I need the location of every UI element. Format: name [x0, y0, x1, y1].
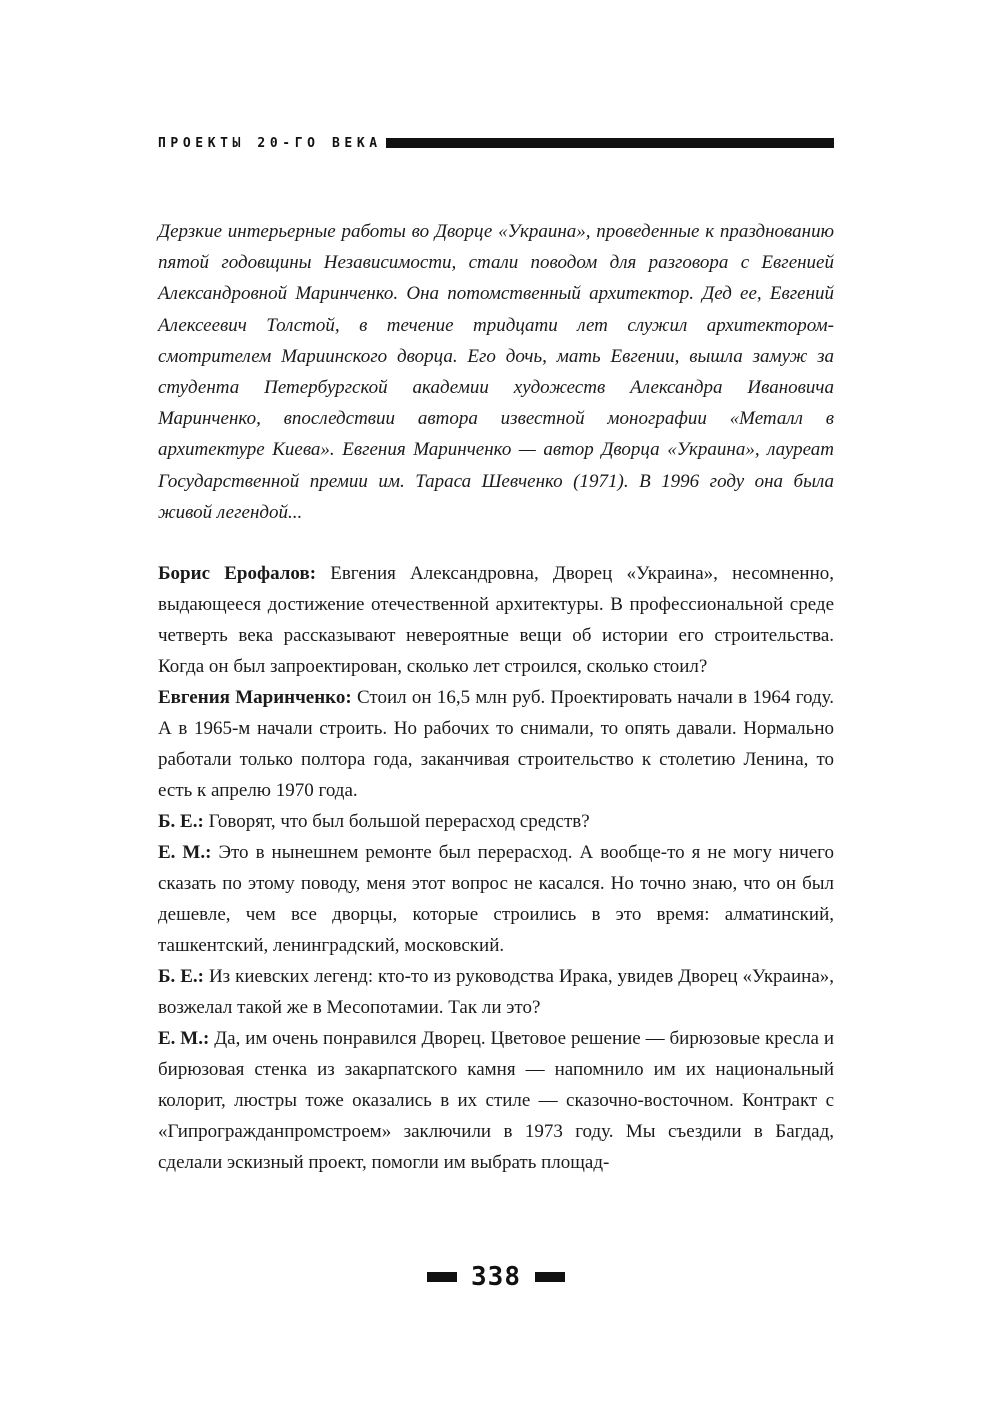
folio-left-bar	[427, 1272, 457, 1282]
interview-paragraph	[158, 558, 834, 682]
speech-text: Говорят, что был большой перерасход средств?	[203, 811, 590, 832]
page-number: 338	[471, 1262, 521, 1292]
interview-paragraph	[158, 682, 834, 806]
speech-text: Евгения Александровна, Дворец «Украина», несомненно, выдающееся достижение отечественной архитектуры. В профессиональной среде четверть века рассказывают невероятные вещи об истории его строительства. Когда он был запроектирован, сколько лет строился, сколько стоил?	[158, 563, 834, 677]
running-head-rule	[386, 138, 834, 148]
speech-text: Из киевских легенд: кто-то из руководства Ирака, увидев Дворец «Украина», возжелал такой же в Месопотамии. Так ли это?	[158, 966, 835, 1018]
interview-paragraph	[158, 806, 834, 837]
running-head	[158, 132, 834, 154]
speaker-name: Евгения Маринченко:	[158, 687, 352, 708]
speaker-name: Б. Е.:	[158, 966, 205, 987]
interview-paragraph	[158, 1023, 834, 1178]
speaker-name: Б. Е.:	[158, 811, 204, 832]
running-head-title: ПРОЕКТЫ 20-ГО ВЕКА	[158, 135, 382, 151]
speaker-name: Е. М.:	[158, 1028, 210, 1049]
interview-paragraph	[158, 837, 834, 961]
page-footer	[0, 1262, 992, 1292]
speaker-name: Борис Ерофалов:	[158, 563, 317, 584]
interview-paragraph	[158, 961, 834, 1023]
folio-right-bar	[535, 1272, 565, 1282]
speech-text: Стоил он 16,5 млн руб. Проектировать начали в 1964 году. А в 1965-м начали строить. Но рабочих то снимали, то опять давали. Нормально работали только полтора года, заканчивая строительство к столетию Ленина, то есть к апрелю 1970 года.	[158, 687, 834, 801]
speaker-name: Е. М.:	[158, 842, 212, 863]
interview-body	[158, 558, 834, 1178]
speech-text: Это в нынешнем ремонте был перерасход. А вообще-то я не могу ничего сказать по этому поводу, меня этот вопрос не касался. Но точно знаю, что он был дешевле, чем все дворцы, которые строились в это время: алматинский, ташкентский, ленинградский, московский.	[158, 842, 834, 956]
speech-text: Да, им очень понравился Дворец. Цветовое решение — бирюзовые кресла и бирюзовая стенка из закарпатского камня — напомнило им их национальный колорит, люстры тоже оказались в их стиле — сказочно-восточном. Контракт с «Гипрогражданпромстроем» заключили в 1973 году. Мы съездили в Багдад, сделали эскизный проект, помогли им выбрать площад-	[158, 1028, 835, 1173]
intro-paragraph: Дерзкие интерьерные работы во Дворце «Украина», проведенные к празднованию пятой годовщины Независимости, стали поводом для разговора с Евгенией Александровной Маринченко. Она потомственный архитектор. Дед ее, Евгений Алексеевич Толстой, в течение тридцати лет служил архитектором-смотрителем Мариинского дворца. Его дочь, мать Евгении, вышла замуж за студента Петербургской академии художеств Александра Ивановича Маринченко, впоследствии автора известной монографии «Металл в архитектуре Киева». Евгения Маринченко — автор Дворца «Украина», лауреат Государственной премии им. Тараса Шевченко (1971). В 1996 году она была живой легендой...	[158, 221, 834, 523]
